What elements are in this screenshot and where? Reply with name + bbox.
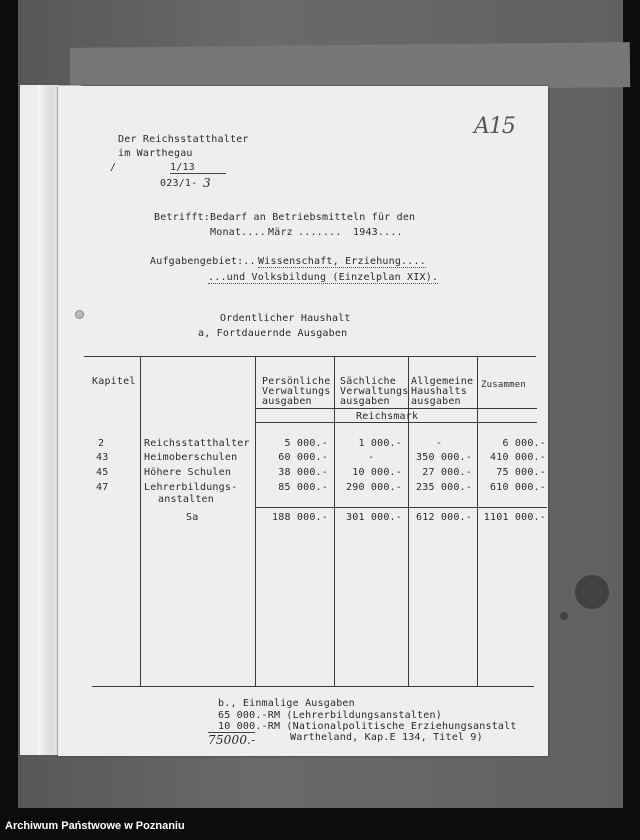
table-col-divider	[140, 356, 141, 686]
currency-unit: Reichsmark	[356, 411, 419, 422]
row-kapitel: 2	[98, 438, 105, 449]
issuer-line1: Der Reichsstatthalter	[118, 134, 249, 145]
table-bottom-rule	[92, 686, 534, 687]
task-area-text1: Wissenschaft, Erziehung....	[258, 256, 426, 267]
reference-handwritten: 3	[203, 176, 211, 190]
one-time-handwritten-total: 75000.-	[208, 733, 256, 747]
row-allgemeine: 350 000.-	[416, 452, 472, 463]
sum-label: Sa	[186, 512, 199, 523]
sum-zusammen: 1101 000.-	[483, 512, 546, 523]
row-zusammen: 6 000.-	[502, 438, 546, 449]
row-allgemeine: 27 000.-	[422, 467, 472, 478]
section-subtitle: a, Fortdauernde Ausgaben	[198, 328, 348, 339]
issuer-line2: im Warthegau	[118, 148, 193, 159]
archive-footer	[0, 812, 640, 840]
row-zusammen: 610 000.-	[490, 482, 546, 493]
row-zusammen: 410 000.-	[490, 452, 546, 463]
row-name: Lehrerbildungs-	[144, 482, 238, 493]
tick-mark: /	[110, 162, 117, 173]
one-time-line1: 65 000.-RM (Lehrerbildungsanstalten)	[218, 710, 442, 721]
col-header-saechliche-3: ausgaben	[340, 396, 390, 407]
row-persoenliche: 5 000.-	[284, 438, 328, 449]
task-area-label: Aufgabengebiet:..	[150, 256, 256, 267]
col-header-allgemeine-2: Haushalts	[411, 386, 467, 397]
row-zusammen: 75 000.-	[496, 467, 546, 478]
one-time-title: b., Einmalige Ausgaben	[218, 698, 355, 709]
row-kapitel: 45	[96, 467, 109, 478]
row-allgemeine: -	[436, 438, 443, 449]
row-kapitel: 43	[96, 452, 109, 463]
table-col-divider	[255, 356, 256, 686]
row-persoenliche: 38 000.-	[278, 467, 328, 478]
row-saechliche: -	[368, 452, 375, 463]
row-saechliche: 1 000.-	[358, 438, 402, 449]
table-sum-rule	[255, 507, 547, 508]
one-time-line3: Wartheland, Kap.E 134, Titel 9)	[290, 732, 483, 743]
col-header-allgemeine-1: Allgemeine	[411, 376, 474, 387]
col-header-zusammen: Zusammen	[481, 380, 526, 390]
row-allgemeine: 235 000.-	[416, 482, 472, 493]
row-name: Reichsstatthalter	[144, 438, 250, 449]
sum-saechliche: 301 000.-	[346, 512, 402, 523]
table-unit-rule	[255, 422, 537, 423]
row-name: Höhere Schulen	[144, 467, 232, 478]
task-area-text2: ...und Volksbildung (Einzelplan XIX).	[208, 272, 439, 283]
scan-stain	[560, 612, 568, 620]
table-col-divider	[334, 356, 335, 686]
table-top-rule	[84, 356, 536, 357]
reference-number: 023/1-	[160, 178, 198, 189]
month-dots: .......	[298, 227, 342, 238]
col-header-kapitel: Kapitel	[92, 376, 136, 387]
document-page	[58, 86, 548, 756]
col-header-persoenliche-2: Verwaltungs	[262, 386, 331, 397]
one-time-line2: 10 000.-RM (Nationalpolitische Erziehungsanstalt	[218, 721, 517, 732]
col-header-persoenliche-1: Persönliche	[262, 376, 331, 387]
subject-text: Bedarf an Betriebsmitteln für den	[210, 212, 416, 223]
row-persoenliche: 85 000.-	[278, 482, 328, 493]
section-title: Ordentlicher Haushalt	[220, 313, 351, 324]
row-saechliche: 10 000.-	[352, 467, 402, 478]
col-header-saechliche-1: Sächliche	[340, 376, 396, 387]
row-name: Heimoberschulen	[144, 452, 238, 463]
month-value: März	[268, 227, 293, 238]
row-name-continued: anstalten	[158, 494, 214, 505]
punch-hole	[75, 310, 84, 319]
col-header-allgemeine-3: ausgaben	[411, 396, 461, 407]
table-header-rule	[255, 408, 537, 409]
col-header-persoenliche-3: ausgaben	[262, 396, 312, 407]
subject-label: Betrifft:	[154, 212, 210, 223]
sum-persoenliche: 188 000.-	[272, 512, 328, 523]
file-number: 1/13	[170, 162, 226, 174]
folio-number: A15	[474, 114, 515, 139]
sum-allgemeine: 612 000.-	[416, 512, 472, 523]
archive-name: Archiwum Państwowe w Poznaniu	[5, 820, 185, 832]
row-kapitel: 47	[96, 482, 109, 493]
scan-stain	[575, 575, 609, 609]
row-saechliche: 290 000.-	[346, 482, 402, 493]
col-header-saechliche-2: Verwaltungs	[340, 386, 409, 397]
row-persoenliche: 60 000.-	[278, 452, 328, 463]
month-label: Monat....	[210, 227, 266, 238]
year-value: 1943....	[353, 227, 403, 238]
